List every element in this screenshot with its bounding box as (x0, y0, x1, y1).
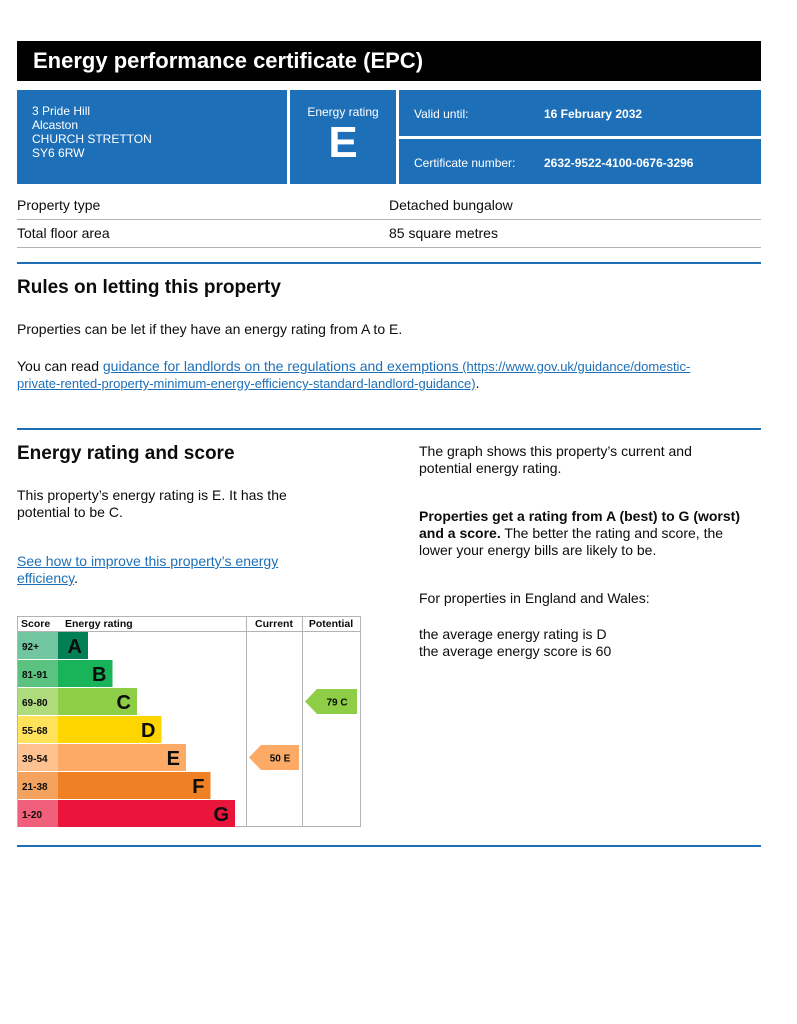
rating-band-letter: F (192, 776, 205, 798)
rating-explanation: Properties get a rating from A (best) to G (worst) and a score. The better the rating and score, the lower your energy bills are likely to be. (419, 508, 740, 558)
floor-area-value: 85 square metres (389, 225, 498, 241)
energy-rating-chart (17, 616, 361, 827)
property-address (17, 90, 287, 184)
letting-paragraph: Properties can be let if they have an energy rating from A to E. (17, 321, 403, 337)
section-divider (17, 262, 761, 264)
floor-area-label: Total floor area (17, 225, 110, 241)
guidance-suffix: . (475, 375, 480, 391)
score-range-label: 81-91 (22, 670, 48, 681)
energy-heading: Energy rating and score (17, 443, 235, 464)
property-type-row (17, 192, 761, 220)
guidance-link[interactable]: guidance for landlords on the regulations and exemptions (https://www.gov.uk/guidance/domestic- private-rented-property-minimum-energy-efficiency-standard-landlord-guidance) (17, 358, 691, 391)
graph-explanation: The graph shows this property’s current and potential energy rating. (419, 443, 692, 476)
certificate-number-value: 2632-9522-4100-0676-3296 (544, 156, 694, 170)
score-range-label: 1-20 (22, 810, 43, 821)
improve-efficiency-link[interactable]: See how to improve this property’s energy efficiency (17, 553, 279, 586)
rating-band-letter: G (213, 804, 229, 826)
improve-efficiency-paragraph: See how to improve this property’s energy efficiency. (17, 553, 279, 586)
floor-area-row (17, 220, 761, 248)
address-line-4: SY6 6RW (32, 146, 85, 160)
valid-until-box (399, 90, 761, 136)
potential-rating-label: 79 C (326, 697, 348, 709)
property-type-label: Property type (17, 197, 101, 213)
page-title: Energy performance certificate (EPC) (17, 41, 761, 81)
valid-until-value: 16 February 2032 (544, 107, 643, 121)
average-rating: the average energy rating is D (419, 626, 607, 642)
region-note: For properties in England and Wales: (419, 590, 650, 606)
rating-band-letter: C (116, 692, 131, 714)
address-line-3: CHURCH STRETTON (32, 132, 152, 146)
rating-band-f (58, 772, 211, 799)
section-divider (17, 845, 761, 847)
score-range-label: 21-38 (22, 782, 48, 793)
guidance-prefix: You can read (17, 358, 103, 374)
section-divider (17, 428, 761, 430)
rating-band-letter: A (67, 636, 82, 658)
letting-guidance (17, 358, 757, 392)
address-line-2: Alcaston (32, 118, 79, 132)
property-type-value: Detached bungalow (389, 197, 513, 213)
rating-band-letter: D (141, 720, 156, 742)
letting-heading: Rules on letting this property (17, 277, 281, 298)
rating-band-letter: B (92, 664, 107, 686)
rating-band-g (58, 800, 235, 827)
certificate-number-box (399, 139, 761, 184)
potential-header: Potential (308, 618, 354, 630)
energy-rating-label: Energy rating (307, 105, 379, 119)
address-line-1: 3 Pride Hill (32, 104, 91, 118)
valid-until-label: Valid until: (414, 107, 469, 121)
energy-rating-paragraph: This property’s energy rating is E. It has the potential to be C. (17, 487, 287, 520)
current-header: Current (255, 618, 293, 630)
energy-rating-header: Energy rating (65, 618, 133, 630)
energy-rating-box (290, 90, 396, 184)
current-rating-label: 50 E (269, 753, 291, 765)
average-score: the average energy score is 60 (419, 643, 612, 659)
score-range-label: 69-80 (22, 698, 48, 709)
certificate-number-label: Certificate number: (414, 156, 516, 170)
energy-rating-letter: E (328, 118, 358, 167)
averages (419, 626, 611, 660)
score-range-label: 55-68 (22, 726, 48, 737)
score-range-label: 92+ (22, 642, 39, 653)
score-range-label: 39-54 (22, 754, 48, 765)
rating-band-letter: E (166, 748, 180, 770)
score-header: Score (21, 618, 51, 630)
